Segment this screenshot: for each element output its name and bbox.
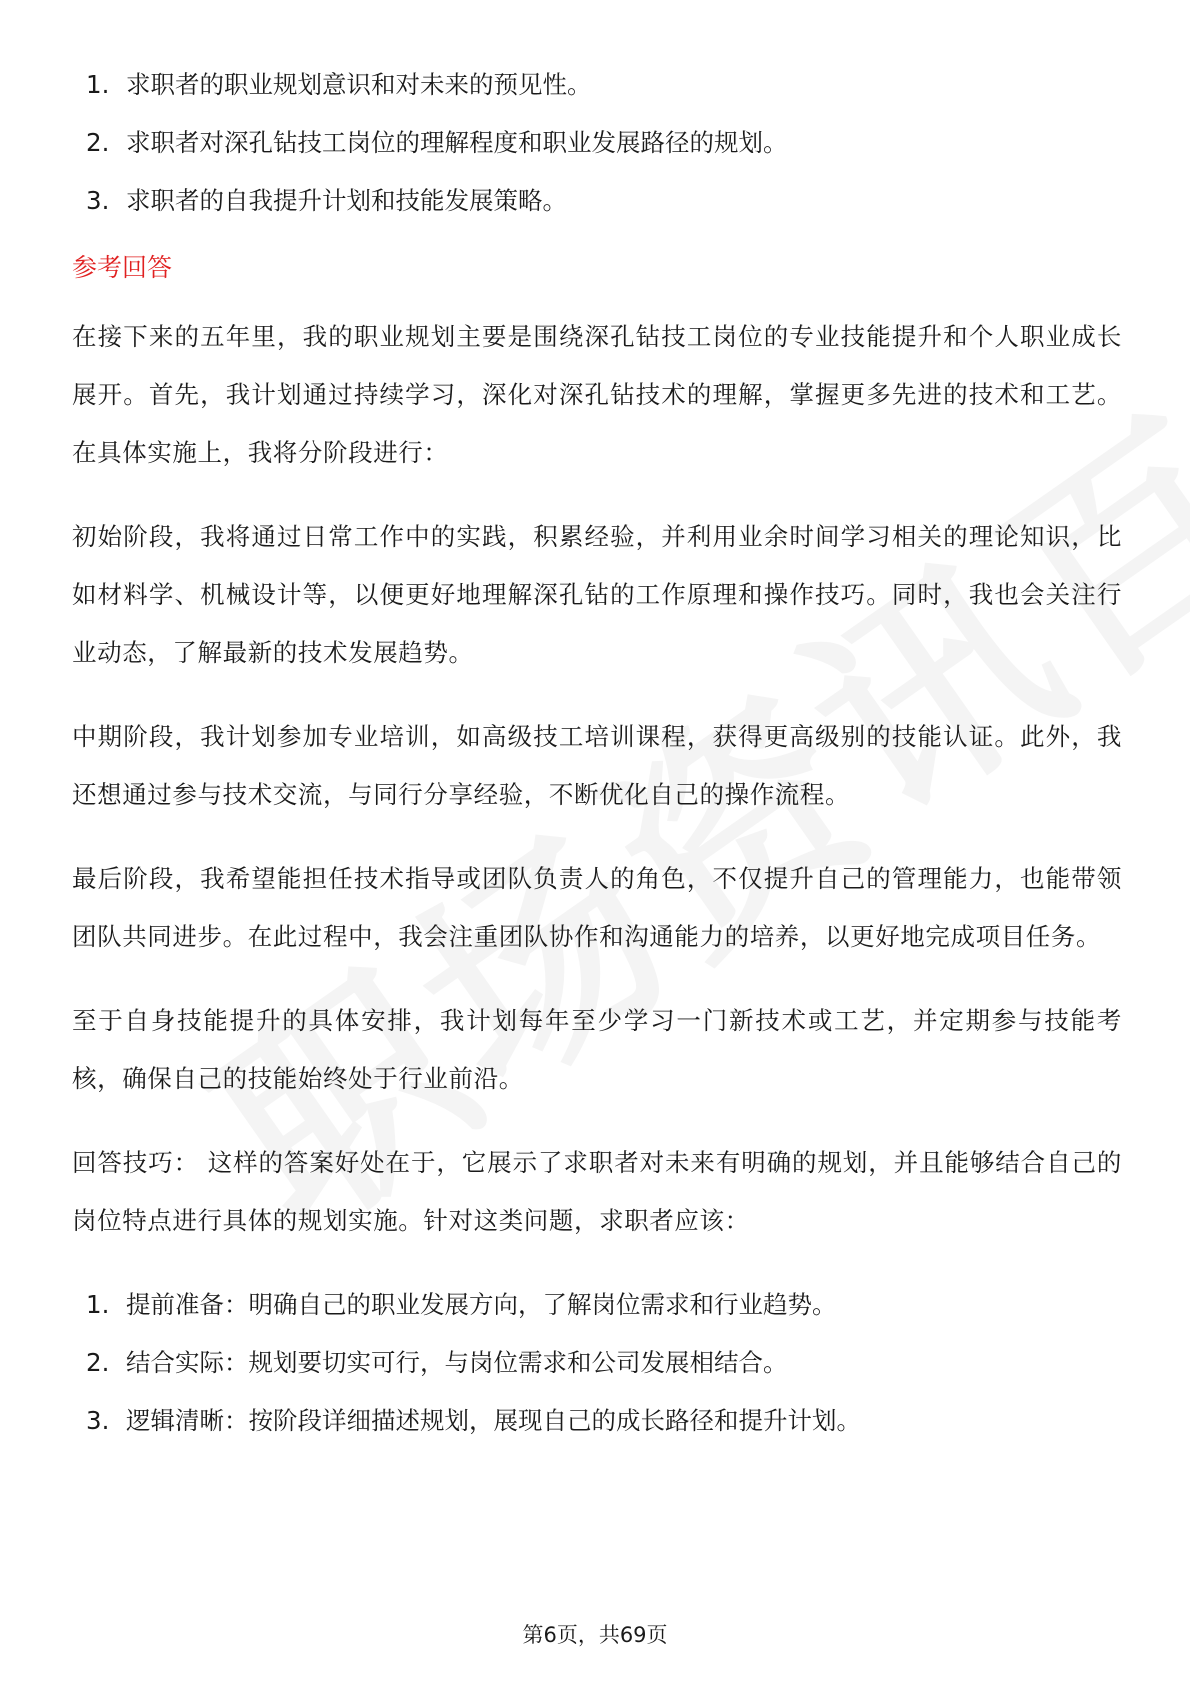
answer-paragraph: 最后阶段，我希望能担任技术指导或团队负责人的角色，不仅提升自己的管理能力，也能带领团队共同进步。在此过程中，我会注重团队协作和沟通能力的培养，以更好地完成项目任务。 — [72, 864, 1122, 951]
list-item: 3. 求职者的自我提升计划和技能发展策略。 — [86, 186, 567, 215]
answer-paragraph: 至于自身技能提升的具体安排，我计划每年至少学习一门新技术或工艺，并定期参与技能考核，确保自己的技能始终处于行业前沿。 — [72, 1006, 1122, 1093]
page-content — [72, 56, 1122, 1450]
list-item-text: 逻辑清晰：按阶段详细描述规划，展现自己的成长路径和提升计划。 — [126, 1406, 861, 1435]
list-item: 1. 提前准备：明确自己的职业发展方向，了解岗位需求和行业趋势。 — [86, 1290, 837, 1319]
answer-paragraph: 中期阶段，我计划参加专业培训，如高级技工培训课程，获得更高级别的技能认证。此外，我还想通过参与技术交流，与同行分享经验，不断优化自己的操作流程。 — [72, 722, 1122, 809]
answer-paragraph: 初始阶段，我将通过日常工作中的实践，积累经验，并利用业余时间学习相关的理论知识，比如材料学、机械设计等，以便更好地理解深孔钻的工作原理和操作技巧。同时，我也会关注行业动态，了解最新的技术发展趋势。 — [72, 522, 1122, 667]
list-item-text: 结合实际：规划要切实可行，与岗位需求和公司发展相结合。 — [126, 1348, 788, 1377]
page-number: 第6页，共69页 — [522, 1623, 668, 1647]
tips-list — [72, 1276, 1122, 1450]
answer-paragraph: 在接下来的五年里，我的职业规划主要是围绕深孔钻技工岗位的专业技能提升和个人职业成长展开。首先，我计划通过持续学习，深化对深孔钻技术的理解，掌握更多先进的技术和工艺。在具体实施上，我将分阶段进行： — [72, 322, 1122, 467]
list-item-text: 求职者的自我提升计划和技能发展策略。 — [126, 186, 567, 215]
list-item: 2. 求职者对深孔钻技工岗位的理解程度和职业发展路径的规划。 — [86, 128, 788, 157]
section-title: 参考回答 — [72, 253, 173, 282]
list-item: 2. 结合实际：规划要切实可行，与岗位需求和公司发展相结合。 — [86, 1348, 788, 1377]
list-item-text: 提前准备：明确自己的职业发展方向，了解岗位需求和行业趋势。 — [126, 1290, 837, 1319]
list-item: 1. 求职者的职业规划意识和对未来的预见性。 — [86, 70, 592, 99]
list-item-text: 求职者对深孔钻技工岗位的理解程度和职业发展路径的规划。 — [126, 128, 788, 157]
tips-paragraph: 回答技巧： 这样的答案好处在于，它展示了求职者对未来有明确的规划，并且能够结合自己的岗位特点进行具体的规划实施。针对这类问题，求职者应该： — [72, 1148, 1122, 1235]
list-item: 3. 逻辑清晰：按阶段详细描述规划，展现自己的成长路径和提升计划。 — [86, 1406, 861, 1435]
list-item-text: 求职者的职业规划意识和对未来的预见性。 — [126, 70, 592, 99]
intro-list — [72, 56, 1122, 230]
